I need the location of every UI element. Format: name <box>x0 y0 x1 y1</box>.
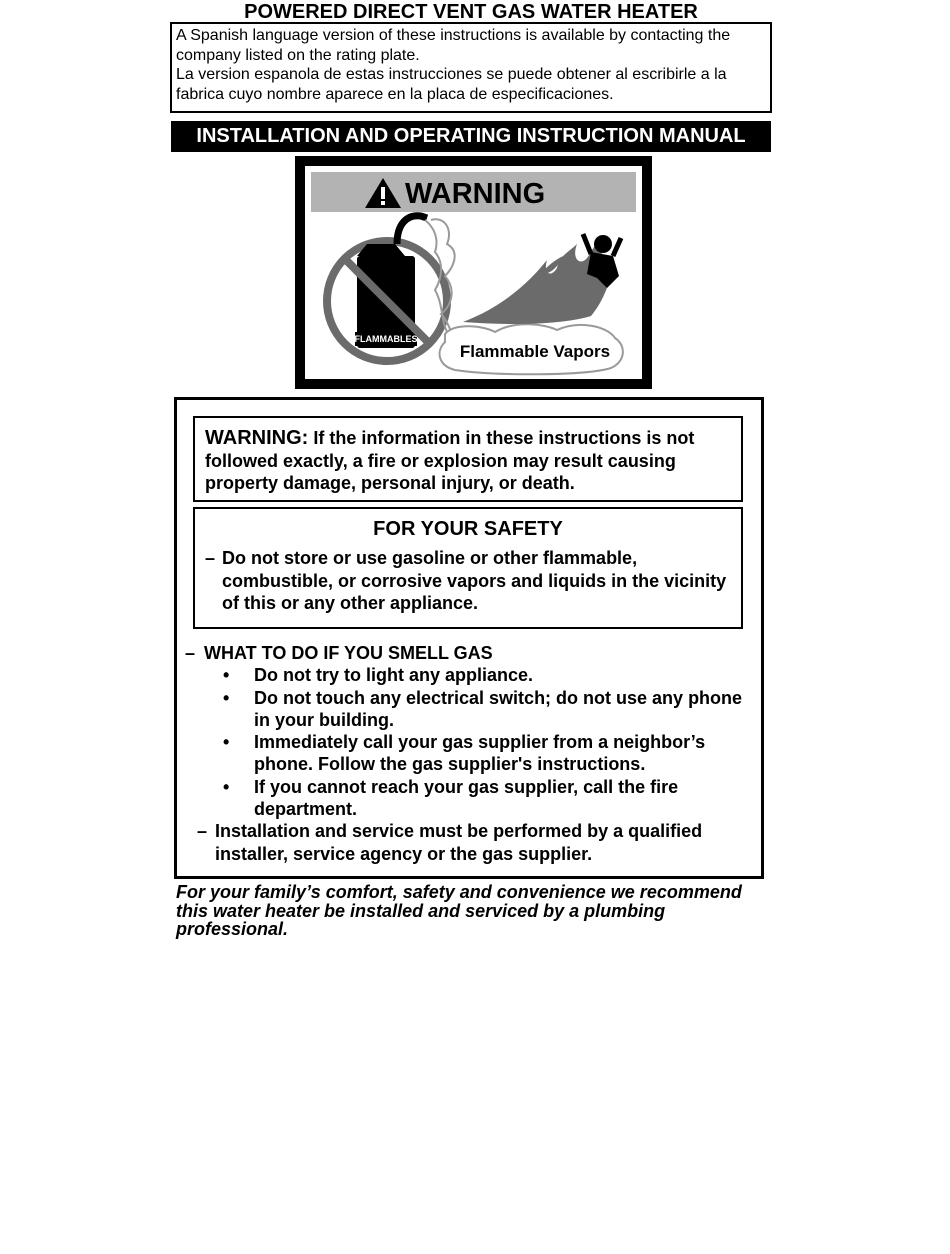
list-item <box>223 776 745 821</box>
spanish-notice: La version espanola de estas instrucciones se puede obtener al escribirle a la fabrica cuyo nombre aparece en la placa de especificaciones. <box>176 66 727 103</box>
dash-marker: – <box>197 821 208 842</box>
smell-gas-list <box>185 664 745 820</box>
safety-item-text: Do not store or use gasoline or other flammable, combustible, or corrosive vapors and liquids in the vicinity of this or any other appliance. <box>222 548 727 613</box>
bullet-marker: • <box>223 776 230 797</box>
warning-box <box>193 416 743 502</box>
warning-text: If the information in these instructions is not followed exactly, a fire or explosion may result causing property damage, personal injury, or death. <box>205 428 695 493</box>
manual-banner: INSTALLATION AND OPERATING INSTRUCTION MANUAL <box>171 121 771 152</box>
bullet-marker: • <box>223 665 230 686</box>
list-item-text: Immediately call your gas supplier from a neighbor’s phone. Follow the gas supplier's instructions. <box>254 732 706 775</box>
bullet-marker: • <box>223 687 230 708</box>
dash-marker: – <box>185 643 196 663</box>
bullet-marker: • <box>223 732 230 753</box>
list-item <box>223 664 745 686</box>
list-item <box>223 687 745 732</box>
english-notice: A Spanish language version of these instructions is available by contacting the company listed on the rating plate. <box>176 27 731 64</box>
label-caption: Flammable Vapors <box>459 342 611 361</box>
warning-label-graphic <box>295 156 652 389</box>
language-notice-box <box>170 22 772 113</box>
list-item <box>223 731 745 776</box>
smell-gas-section <box>185 642 745 865</box>
dash-marker: – <box>205 548 216 568</box>
professional-recommendation: For your family’s comfort, safety and convenience we recommend this water heater be installed and serviced by a plumbing professional. <box>176 882 742 939</box>
safety-title: FOR YOUR SAFETY <box>373 518 563 540</box>
installation-note-text: Installation and service must be performed by a qualified installer, service agency or the gas supplier. <box>215 821 703 864</box>
list-item-text: If you cannot reach your gas supplier, call the fire department. <box>254 776 679 820</box>
installation-note <box>185 820 745 865</box>
smell-gas-heading <box>185 642 745 664</box>
label-heading: WARNING <box>405 178 546 210</box>
flammable-vapors-warning-label <box>295 156 652 389</box>
for-your-safety-box <box>193 507 743 629</box>
list-item-text: Do not touch any electrical switch; do not use any phone in your building. <box>254 687 743 730</box>
smell-gas-title: WHAT TO DO IF YOU SMELL GAS <box>204 643 493 663</box>
warning-lead: WARNING: <box>205 427 309 449</box>
safety-information-box <box>174 397 764 879</box>
safety-item <box>205 547 731 615</box>
list-item-text: Do not try to light any appliance. <box>254 665 534 686</box>
document-title: POWERED DIRECT VENT GAS WATER HEATER <box>244 1 698 23</box>
can-label: FLAMMABLES <box>354 334 418 344</box>
